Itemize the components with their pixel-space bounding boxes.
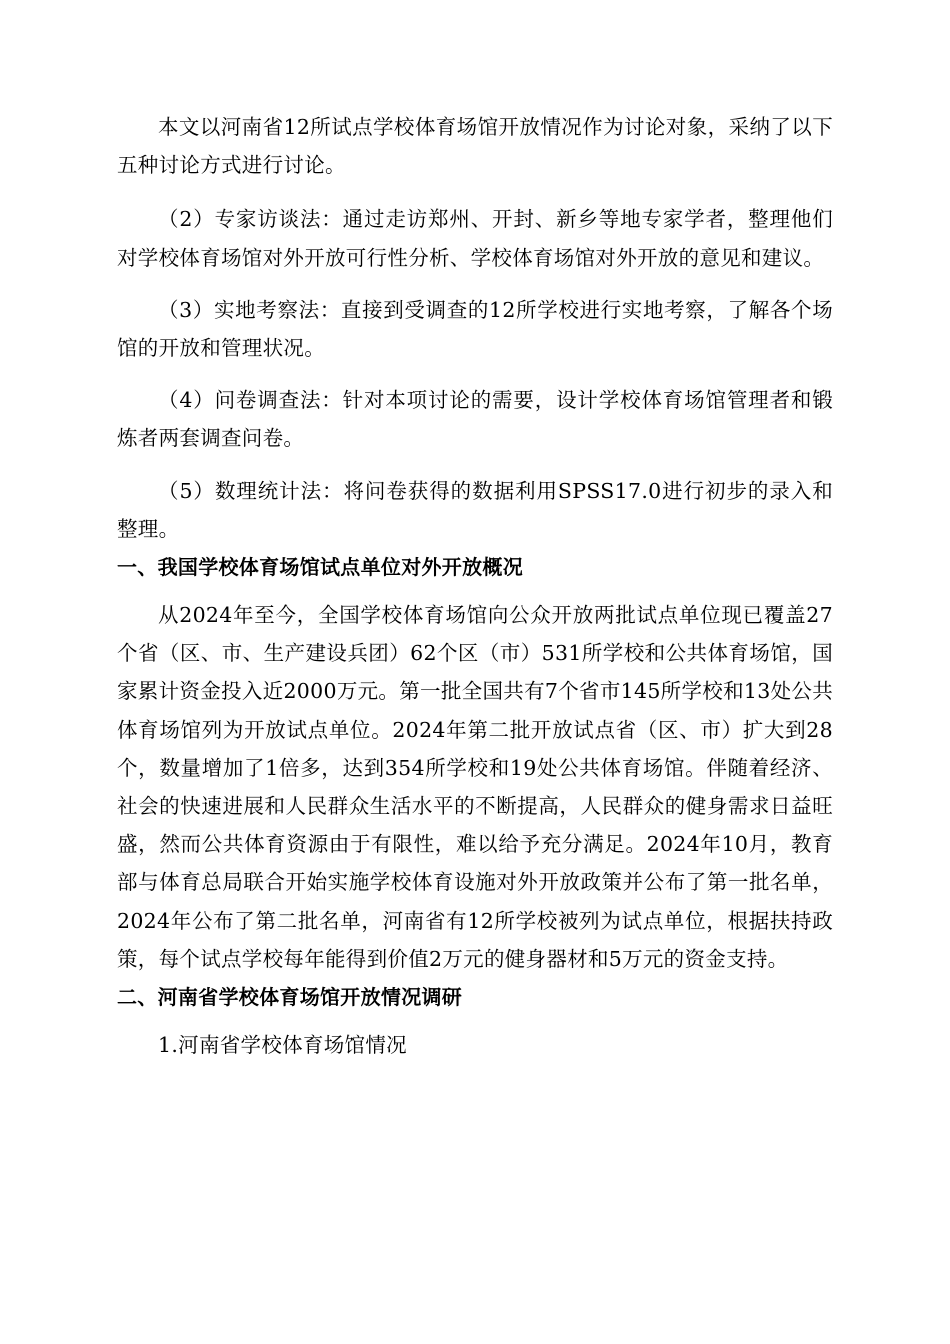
method-questionnaire: （4）问卷调查法：针对本项讨论的需要，设计学校体育场馆管理者和锻炼者两套调查问卷。	[117, 388, 833, 451]
method-statistics: （5）数理统计法：将问卷获得的数据利用SPSS17.0进行初步的录入和整理。	[117, 478, 833, 541]
section-1-heading: 一、我国学校体育场馆试点单位对外开放概况	[117, 555, 523, 580]
intro-paragraph: 本文以河南省12所试点学校体育场馆开放情况作为讨论对象，采纳了以下五种讨论方式进行讨论。	[117, 115, 833, 178]
section-2-heading: 二、河南省学校体育场馆开放情况调研	[117, 985, 463, 1010]
method-field-inspection: （3）实地考察法：直接到受调查的12所学校进行实地考察，了解各个场馆的开放和管理状况。	[117, 297, 833, 361]
document-page	[117, 108, 833, 1064]
section-1-body: 从2024年至今，全国学校体育场馆向公众开放两批试点单位现已覆盖27个省（区、市、生产建设兵团）62个区（市）531所学校和公共体育场馆，国家累计资金投入近2000万元。第一批全国共有7个省市145所学校和13处公共体育场馆列为开放试点单位。2024年第二批开放试点省（区、市）扩大到28个，数量增加了1倍多，达到354所学校和19处公共体育场馆。伴随着经济、社会的快速进展和人民群众生活水平的不断提高，人民群众的健身需求日益旺盛，然而公共体育资源由于有限性，难以给予充分满足。2024年10月，教育部与体育总局联合开始实施学校体育设施对外开放政策并公布了第一批名单，2024年公布了第二批名单，河南省有12所学校被列为试点单位，根据扶持政策，每个试点学校每年能得到价值2万元的健身器材和5万元的资金支持。	[117, 603, 833, 971]
method-expert-interview: （2）专家访谈法：通过走访郑州、开封、新乡等地专家学者，整理他们对学校体育场馆对外开放可行性分析、学校体育场馆对外开放的意见和建议。	[117, 207, 833, 270]
section-2-subheading: 1.河南省学校体育场馆情况	[158, 1033, 407, 1058]
